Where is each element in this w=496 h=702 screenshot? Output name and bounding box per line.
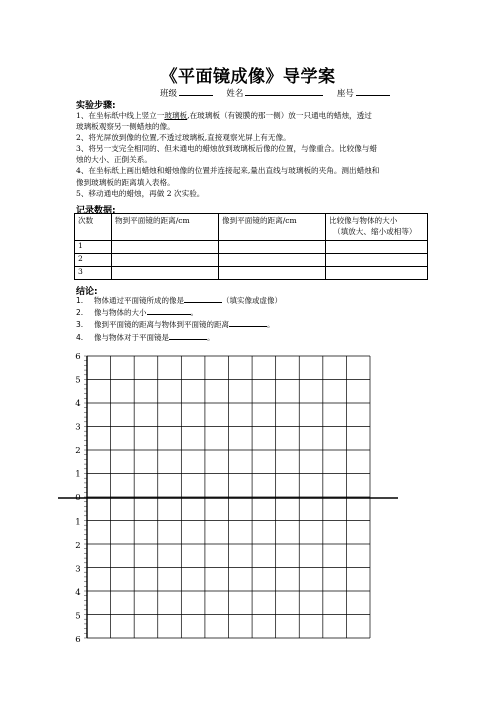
conclusion-2: 2. 像与物体的大小 。 [76,308,198,318]
trial-number: 1 [75,241,112,254]
steps-heading: 实验步骤: [76,101,116,111]
header-image-distance: 像到平面镜的距离/cm [219,214,326,241]
seat-label: 座号 [336,89,354,99]
page-title: 《平面镜成像》导学案 [160,67,336,87]
conclusion-4: 4. 像与物体对于平面镜是 。 [76,332,215,342]
step-3-cont: 烛的大小、正倒关系。 [76,155,152,165]
header-size-compare: 比较像与物体的大小 （填放大、缩小或相等） [326,214,428,241]
step-1: 1、在坐标纸中线上竖立一玻璃板,在玻璃板（有镀膜的那一侧）放一只通电的蜡烛，透过 [76,111,372,120]
record-heading: 记录数据: [76,206,116,216]
header-trial: 次数 [75,214,112,241]
step-5: 5、移动通电的蜡烛，再做 2 次实验。 [76,188,205,198]
name-label: 姓名 [226,89,244,99]
step-4: 4、在坐标纸上画出蜡烛和蜡烛像的位置并连接起来,量出直线与玻璃板的夹角。测出蜡烛和 [76,166,380,176]
axis-label: 5 [75,375,81,386]
step-4-cont: 像到玻璃板的距离填入表格。 [76,177,175,187]
step-1-cont: 玻璃板观察另一侧蜡烛的像。 [76,122,175,132]
axis-label: 2 [75,446,81,456]
header-object-distance: 物到平面镜的距离/cm [112,214,219,241]
conclusion-3: 3. 像到平面镜的距离与物体到平面镜的距离 。 [76,320,275,330]
conclusion-1: 1. 物体通过平面镜所成的像是 （填实像或虚像） [76,296,282,305]
axis-label: 3 [75,564,81,575]
trial-number: 2 [75,254,112,267]
axis-label: 3 [75,422,81,433]
step-2: 2、将光屏放到像的位置,不透过玻璃板,直接观察光屏上有无像。 [76,133,291,143]
conclusion-heading: 结论: [76,287,98,297]
trial-number: 3 [75,267,112,280]
axis-label: 4 [75,399,81,409]
axis-label: 0 [75,493,81,503]
axis-label: 5 [75,611,81,622]
axis-label: 1 [75,517,81,528]
axis-label: 4 [75,588,81,598]
axis-label: 1 [75,469,81,480]
axis-label: 2 [75,541,81,551]
axis-label: 6 [75,352,81,362]
step-3: 3、将另一支完全相同的、但未通电的蜡烛放到玻璃板后像的位置，与像重合。比较像与蜡 [76,144,377,154]
axis-label: 6 [75,635,81,645]
class-label: 班级 [160,89,178,99]
